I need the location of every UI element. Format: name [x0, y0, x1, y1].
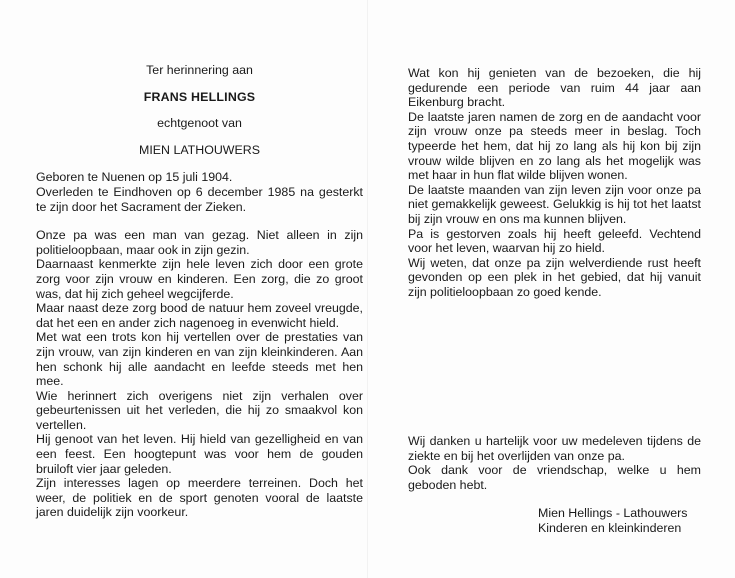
relation-line: echtgenoot van	[157, 116, 242, 131]
fold-line	[367, 0, 368, 578]
intro-line: Ter herinnering aan	[146, 63, 253, 77]
thank-you-note	[408, 434, 701, 492]
paragraph: De laatste jaren namen de zorg en de aandacht voor zijn vrouw onze pa steeds meer in beslag. Toch typeerde het hem, dat hij zo lang als hij kon bij zijn vrouw wilde blijven en zo lang als het mogelijk was met haar in hun flat wilde blijven wonen.	[408, 109, 701, 183]
spouse-name: MIEN LATHOUWERS	[139, 142, 260, 157]
paragraph: Pa is gestorven zoals hij heeft geleefd. Vechtend voor het leven, waarvan hij zo hield.	[408, 226, 701, 256]
deceased-name: FRANS HELLINGS	[143, 89, 256, 104]
paragraph: Daarnaast kenmerkte zijn hele leven zich door een grote zorg voor zijn vrouw en kinderen. Een zorg, die zo groot was, dat hij zich geheel wegcijferde.	[36, 257, 363, 301]
signature	[538, 506, 687, 535]
paragraph: Met wat een trots kon hij vertellen over de prestaties van zijn vrouw, van zijn kinderen en van zijn kleinkinderen. Aan hen schonk hij alle aandacht en leefde steeds met hen mee.	[36, 330, 363, 389]
thank-you-line: Ook dank voor de vriendschap, welke u hem geboden hebt.	[408, 463, 701, 492]
thank-you-line: Wij danken u hartelijk voor uw medeleven tijdens de ziekte en bij het overlijden van onze pa.	[408, 434, 701, 463]
signature-line: Mien Hellings - Lathouwers	[538, 506, 688, 520]
paragraph: Zijn interesses lagen op meerdere terreinen. Doch het weer, de politiek en de sport genoten vooral de laatste jaren duidelijk zijn voorkeur.	[36, 476, 363, 520]
birth-line: Geboren te Nuenen op 15 juli 1904.	[36, 170, 233, 185]
paragraph: Onze pa was een man van gezag. Niet alleen in zijn politieloopbaan, maar ook in zijn gezin.	[36, 228, 363, 257]
paragraph: Wij weten, dat onze pa zijn welverdiende rust heeft gevonden op een plek in het gebied, dat hij vanuit zijn politieloopbaan zo goed kende.	[408, 255, 701, 299]
right-page	[408, 66, 701, 300]
signature-line: Kinderen en kleinkinderen	[538, 520, 682, 535]
paragraph: Wie herinnert zich overigens niet zijn verhalen over gebeurtenissen uit het verleden, die hij zo smaakvol kon vertellen.	[36, 388, 363, 432]
left-page	[36, 63, 363, 520]
paragraph: Wat kon hij genieten van de bezoeken, die hij gedurende een periode van ruim 44 jaar aan Eikenburg bracht.	[408, 66, 701, 110]
paragraph: De laatste maanden van zijn leven zijn voor onze pa niet gemakkelijk geweest. Gelukkig is hij tot het laatst bij zijn vrouw en ons ma kunnen blijven.	[408, 182, 701, 226]
death-line: Overleden te Eindhoven op 6 december 1985 na gesterkt te zijn door het Sacrament der Zieken.	[36, 184, 363, 214]
paragraph: Maar naast deze zorg bood de natuur hem zoveel vreugde, dat het een en ander zich nagenoeg in evenwicht hield.	[36, 301, 363, 330]
paragraph: Hij genoot van het leven. Hij hield van gezelligheid en van een feest. Een hoogtepunt was voor hem de gouden bruiloft vier jaar geleden.	[36, 432, 363, 476]
